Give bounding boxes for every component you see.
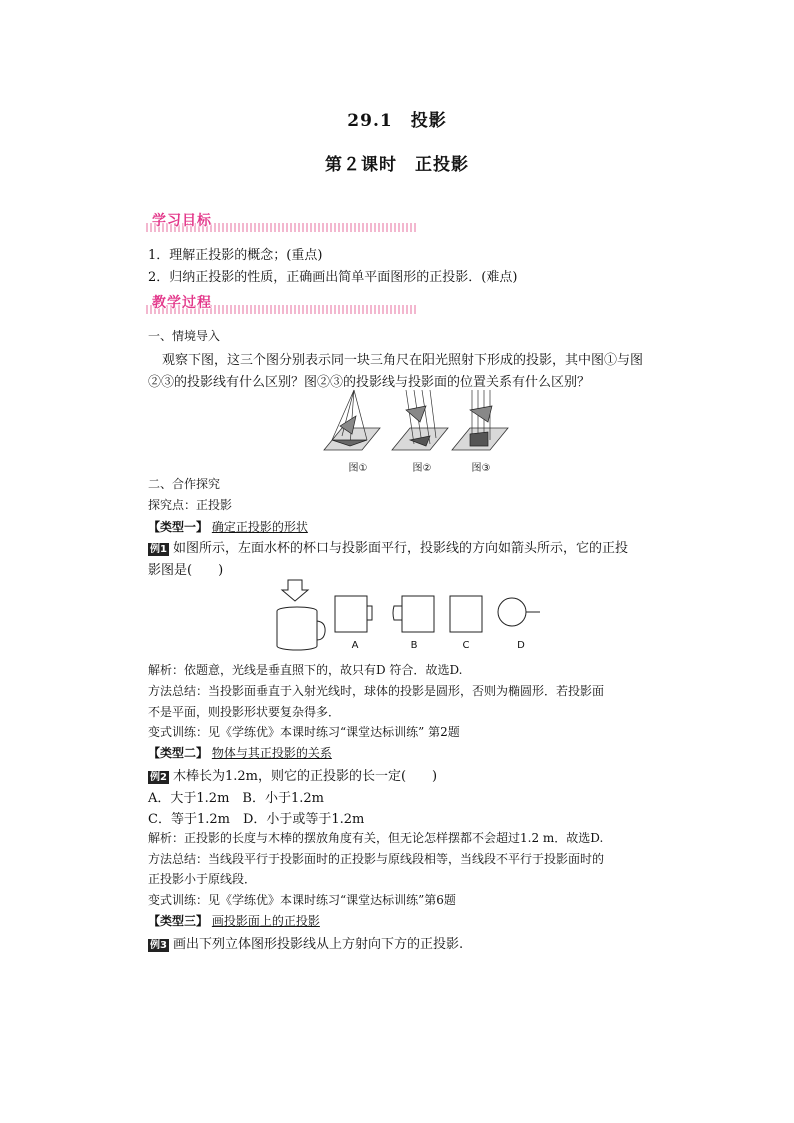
figure-label-1: 图① xyxy=(348,463,368,474)
intro-line-1: 观察下图，这三个图分别表示同一块三角尺在阳光照射下形成的投影，其中图①与图 xyxy=(162,353,644,368)
type3-heading xyxy=(148,912,320,929)
type2-summary-line-1: 方法总结：当线段平行于投影面时的正投影与原线段相等，当线段不平行于投影面时的 xyxy=(148,852,605,866)
page-title: 29.1 投影 xyxy=(347,111,447,131)
type2-options-line-2: C．等于1.2m D．小于或等于1.2m xyxy=(148,812,365,827)
objective-item-2: 2．归纳正投影的性质，正确画出简单平面图形的正投影．(难点) xyxy=(148,270,518,285)
intro-line-2: ②③的投影线有什么区别？图②③的投影线与投影面的位置关系有什么区别？ xyxy=(148,375,591,390)
section2-heading: 二、合作探究 xyxy=(148,477,221,491)
process-banner xyxy=(146,292,418,314)
type1-heading xyxy=(148,518,308,535)
type2-variant: 变式训练：见《学练优》本课时练习“课堂达标训练”第6题 xyxy=(148,893,456,907)
type3-title: 画投影面上的正投影 xyxy=(211,914,320,928)
page-subtitle: 第２课时 正投影 xyxy=(325,155,469,175)
explore-point: 探究点：正投影 xyxy=(148,498,233,512)
type3-question xyxy=(148,933,463,952)
type3-tag: 【类型三】 xyxy=(148,914,209,928)
objectives-banner-label: 学习目标 xyxy=(152,213,212,229)
objective-item-1: 1．理解正投影的概念；(重点) xyxy=(148,248,323,263)
example-badge: 例2 xyxy=(150,772,167,783)
type1-question-line-1 xyxy=(148,537,628,556)
type2-question xyxy=(148,765,437,784)
figure-label-3: 图③ xyxy=(471,463,491,474)
type1-summary-line-2: 不是平面，则投影形状要复杂得多． xyxy=(148,705,341,719)
option-label-c: C xyxy=(462,640,470,651)
example-badge: 例3 xyxy=(150,940,167,951)
figure-label-2: 图② xyxy=(412,463,432,474)
type1-question-line-2: 影图是( ) xyxy=(148,563,224,578)
type1-question-text: 如图所示，左面水杯的杯口与投影面平行，投影线的方向如箭头所示，它的正投 xyxy=(172,541,628,556)
example-badge: 例1 xyxy=(150,544,167,555)
type2-analysis: 解析：正投影的长度与木棒的摆放角度有关，但无论怎样摆都不会超过1.2 m．故选D. xyxy=(148,831,604,845)
process-banner-label: 教学过程 xyxy=(152,295,212,311)
option-label-a: A xyxy=(351,640,359,651)
section1-heading: 一、情境导入 xyxy=(148,329,221,343)
type2-question-text: 木棒长为1.2m，则它的正投影的长一定( ) xyxy=(172,769,438,784)
type2-heading xyxy=(148,744,332,761)
type3-question-text: 画出下列立体图形投影线从上方射向下方的正投影. xyxy=(172,937,464,952)
type2-options-line-1: A．大于1.2m B．小于1.2m xyxy=(148,791,324,806)
type2-title: 物体与其正投影的关系 xyxy=(211,746,332,760)
type1-analysis: 解析：依题意，光线是垂直照下的，故只有D 符合．故选D. xyxy=(148,663,463,677)
type1-title: 确定正投影的形状 xyxy=(211,520,308,534)
type2-summary-line-2: 正投影小于原线段． xyxy=(148,872,257,886)
option-label-b: B xyxy=(410,640,418,651)
objectives-banner xyxy=(146,210,418,232)
type2-tag: 【类型二】 xyxy=(148,746,209,760)
type1-summary-line-1: 方法总结：当投影面垂直于入射光线时，球体的投影是圆形，否则为椭圆形．若投影面 xyxy=(148,684,605,698)
option-label-d: D xyxy=(517,640,525,651)
type1-tag: 【类型一】 xyxy=(148,520,209,534)
type1-variant: 变式训练：见《学练优》本课时练习“课堂达标训练” 第2题 xyxy=(148,725,460,739)
